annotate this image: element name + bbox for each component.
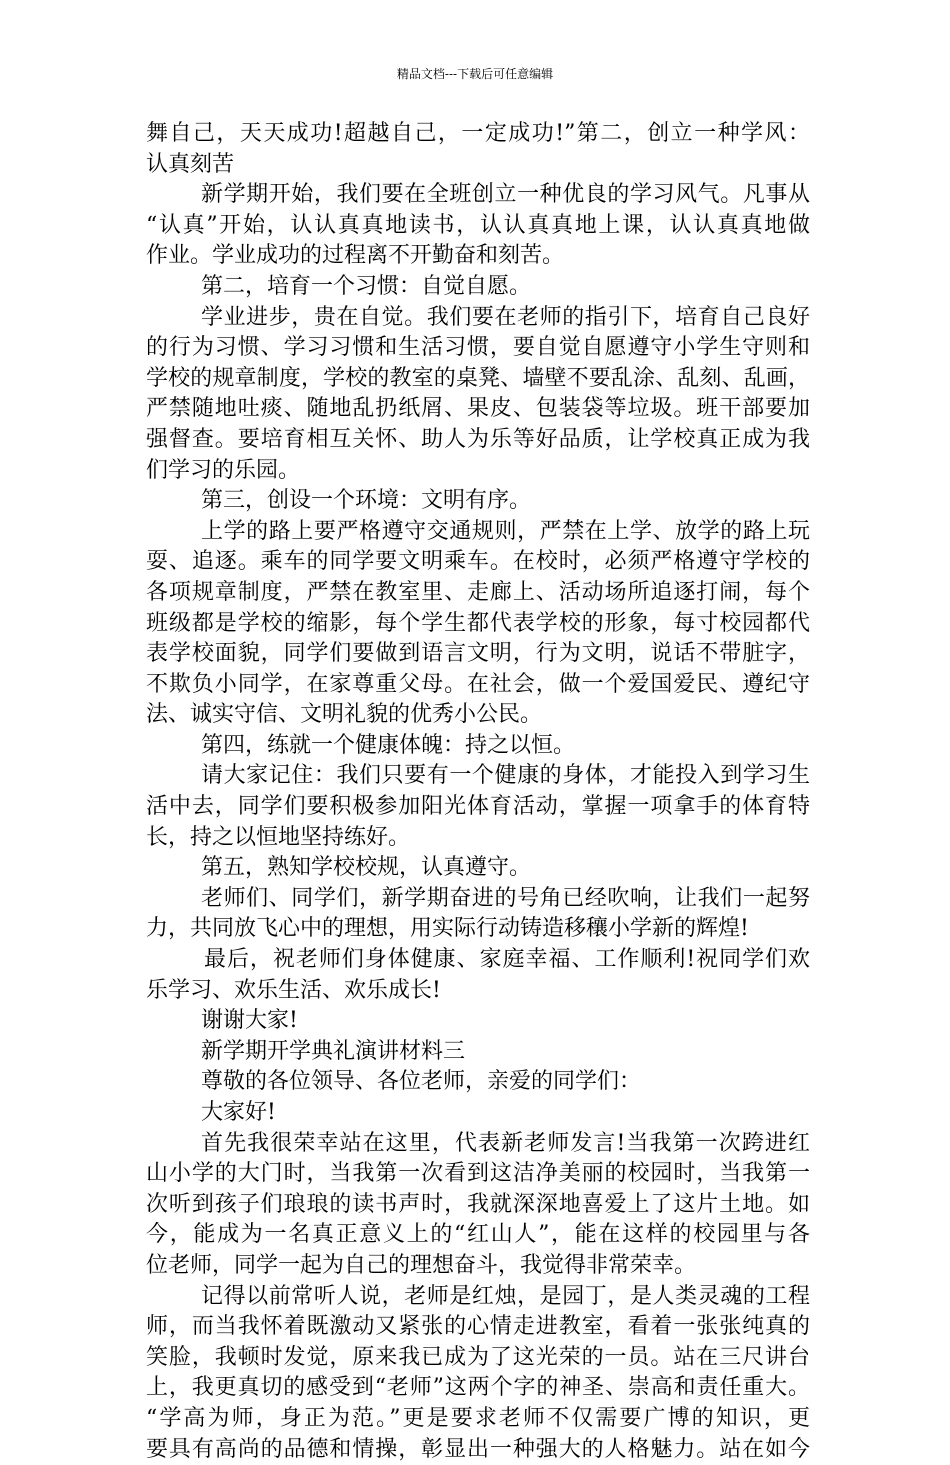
text-line: 首先我很荣幸站在这里，代表新老师发言!当我第一次跨进红 (201, 1130, 810, 1156)
text-line: 第二，培育一个习惯：自觉自愿。 (201, 273, 532, 299)
text-line: 上，我更真切的感受到“老师”这两个字的神圣、崇高和责任重大。 (146, 1375, 810, 1401)
text-line: 山小学的大门时，当我第一次看到这洁净美丽的校园时，当我第一 (146, 1161, 810, 1187)
text-line: 第五，熟知学校校规，认真遵守。 (201, 855, 532, 881)
text-line: 第四，练就一个健康体魄：持之以恒。 (201, 732, 576, 758)
text-line: 活中去，同学们要积极参加阳光体育活动，掌握一项拿手的体育特 (146, 794, 810, 820)
text-line: 记得以前常听人说，老师是红烛，是园丁，是人类灵魂的工程 (201, 1283, 810, 1309)
text-line: 上学的路上要严格遵守交通规则，严禁在上学、放学的路上玩 (201, 518, 810, 544)
text-line: 长，持之以恒地坚持练好。 (146, 824, 411, 850)
text-line: 不欺负小同学，在家尊重父母。在社会，做一个爱国爱民、遵纪守 (146, 671, 810, 697)
text-line: 们学习的乐园。 (146, 457, 301, 483)
text-line: 学校的规章制度，学校的教室的桌凳、墙壁不要乱涂、乱刻、乱画， (146, 365, 810, 391)
text-line: 大家好! (201, 1100, 276, 1125)
page-header: 精品文档---下载后可任意编辑 (396, 67, 554, 81)
text-line: 各项规章制度，严禁在教室里、走廊上、活动场所追逐打闹，每个 (146, 579, 810, 605)
text-line: 第三，创设一个环境：文明有序。 (201, 488, 532, 514)
document-body (146, 119, 810, 1465)
text-line: “学高为师，身正为范。”更是要求老师不仅需要广博的知识，更 (146, 1405, 810, 1431)
text-line: 学业进步，贵在自觉。我们要在老师的指引下，培育自己良好 (201, 304, 810, 330)
text-line: 次听到孩子们琅琅的读书声时，我就深深地喜爱上了这片土地。如 (146, 1191, 810, 1217)
text-line: 新学期开学典礼演讲材料三 (201, 1038, 466, 1064)
text-line: 最后，祝老师们身体健康、家庭幸福、工作顺利!祝同学们欢 (204, 947, 810, 973)
text-line: 严禁随地吐痰、随地乱扔纸屑、果皮、包装袋等垃圾。班干部要加 (146, 396, 810, 422)
text-line: 法、诚实守信、文明礼貌的优秀小公民。 (146, 702, 543, 728)
text-line: 老师们、同学们，新学期奋进的号角已经吹响，让我们一起努 (201, 885, 810, 911)
text-line: 位老师，同学一起为自己的理想奋斗，我觉得非常荣幸。 (146, 1252, 697, 1278)
text-line: 笑脸，我顿时发觉，原来我已成为了这光荣的一员。站在三尺讲台 (146, 1344, 810, 1370)
text-line: 耍、追逐。乘车的同学要文明乘车。在校时，必须严格遵守学校的 (146, 549, 810, 575)
text-line: 师，而当我怀着既激动又紧张的心情走进教室，看着一张张纯真的 (146, 1314, 810, 1340)
text-line: 表学校面貌，同学们要做到语言文明，行为文明，说话不带脏字， (146, 641, 810, 667)
text-line: “认真”开始，认认真真地读书，认认真真地上课，认认真真地做 (146, 212, 810, 238)
text-line: 强督查。要培育相互关怀、助人为乐等好品质，让学校真正成为我 (146, 426, 810, 452)
text-line: 的行为习惯、学习习惯和生活习惯，要自觉自愿遵守小学生守则和 (146, 335, 810, 361)
text-line: 谢谢大家! (201, 1008, 298, 1034)
text-line: 力，共同放飞心中的理想，用实际行动铸造移穰小学新的辉煌! (146, 916, 749, 942)
text-line: 今，能成为一名真正意义上的“红山人”，能在这样的校园里与各 (146, 1222, 810, 1248)
text-line: 要具有高尚的品德和情操，彰显出一种强大的人格魅力。站在如今 (146, 1436, 810, 1462)
text-line: 舞自己，天天成功!超越自己，一定成功!”第二，创立一种学风： (146, 121, 810, 146)
text-line: 新学期开始，我们要在全班创立一种优良的学习风气。凡事从 (201, 182, 810, 208)
text-line: 尊敬的各位领导、各位老师，亲爱的同学们： (201, 1069, 642, 1095)
text-line: 作业。学业成功的过程离不开勤奋和刻苦。 (146, 243, 565, 269)
text-line: 认真刻苦 (146, 151, 235, 177)
text-line: 请大家记住：我们只要有一个健康的身体，才能投入到学习生 (201, 763, 810, 789)
text-line: 乐学习、欢乐生活、欢乐成长! (146, 977, 441, 1003)
text-line: 班级都是学校的缩影，每个学生都代表学校的形象，每寸校园都代 (146, 610, 810, 636)
